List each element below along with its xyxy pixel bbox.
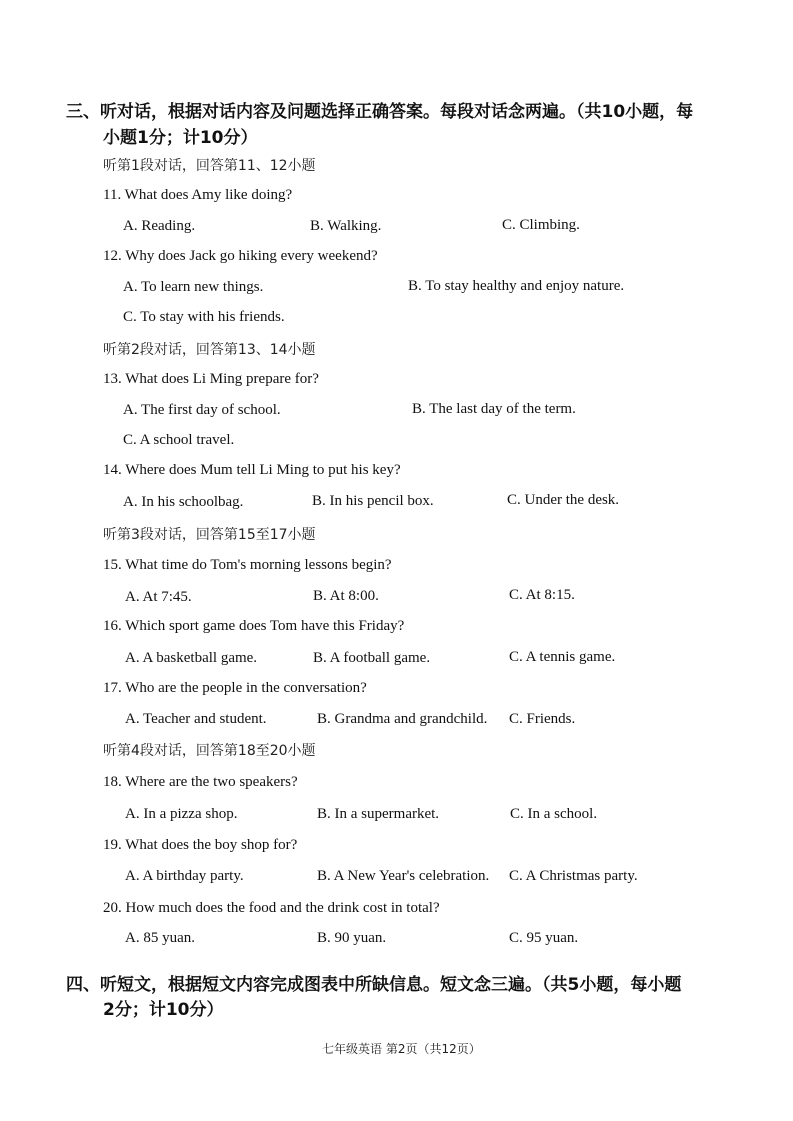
group-3-label: 听第3段对话，回答第15至17小题 bbox=[103, 527, 316, 543]
q12-option-a: A. To learn new things. bbox=[123, 279, 264, 295]
q18-option-b: B. In a supermarket. bbox=[317, 806, 440, 822]
group-2-label: 听第2段对话，回答第13、14小题 bbox=[103, 342, 316, 358]
q13-option-a: A. The first day of school. bbox=[123, 402, 281, 418]
q19-option-c: C. A Christmas party. bbox=[509, 868, 638, 884]
q14-option-a: A. In his schoolbag. bbox=[123, 494, 244, 510]
q20-option-a: A. 85 yuan. bbox=[125, 930, 195, 946]
question-16: 16. Which sport game does Tom have this Friday? bbox=[103, 618, 405, 634]
q12-option-b: B. To stay healthy and enjoy nature. bbox=[408, 278, 625, 294]
q17-option-a: A. Teacher and student. bbox=[125, 711, 267, 727]
section4-title-line1: 四、听短文，根据短文内容完成图表中所缺信息。短文念三遍。（共5小题，每小题 bbox=[66, 975, 682, 995]
q17-option-b: B. Grandma and grandchild. bbox=[317, 711, 488, 727]
q14-option-c: C. Under the desk. bbox=[507, 492, 620, 508]
question-12: 12. Why does Jack go hiking every weekend? bbox=[103, 248, 378, 264]
q16-option-a: A. A basketball game. bbox=[125, 650, 258, 666]
q15-option-c: C. At 8:15. bbox=[509, 587, 575, 603]
question-19: 19. What does the boy shop for? bbox=[103, 837, 298, 853]
q15-option-a: A. At 7:45. bbox=[125, 589, 192, 605]
section3-title-line2: 小题1分；计10分） bbox=[103, 128, 258, 148]
q19-option-a: A. A birthday party. bbox=[125, 868, 244, 884]
question-13: 13. What does Li Ming prepare for? bbox=[103, 371, 319, 387]
q13-option-b: B. The last day of the term. bbox=[412, 401, 576, 417]
question-15: 15. What time do Tom's morning lessons begin? bbox=[103, 557, 392, 573]
question-20: 20. How much does the food and the drink cost in total? bbox=[103, 900, 440, 916]
q18-option-a: A. In a pizza shop. bbox=[125, 806, 238, 822]
q20-option-c: C. 95 yuan. bbox=[509, 930, 579, 946]
question-17: 17. Who are the people in the conversation? bbox=[103, 680, 367, 696]
q17-option-c: C. Friends. bbox=[509, 711, 576, 727]
question-18: 18. Where are the two speakers? bbox=[103, 774, 298, 790]
q13-option-c: C. A school travel. bbox=[123, 432, 235, 448]
q15-option-b: B. At 8:00. bbox=[313, 588, 379, 604]
q19-option-b: B. A New Year's celebration. bbox=[317, 868, 490, 884]
page-footer: 七年级英语 第2页（共12页） bbox=[322, 1042, 481, 1056]
q11-option-b: B. Walking. bbox=[310, 218, 382, 234]
q12-option-c: C. To stay with his friends. bbox=[123, 309, 285, 325]
question-14: 14. Where does Mum tell Li Ming to put his key? bbox=[103, 462, 401, 478]
q16-option-b: B. A football game. bbox=[313, 650, 431, 666]
group-4-label: 听第4段对话，回答第18至20小题 bbox=[103, 743, 316, 759]
q11-option-c: C. Climbing. bbox=[502, 217, 580, 233]
q20-option-b: B. 90 yuan. bbox=[317, 930, 387, 946]
section3-title-line1: 三、听对话，根据对话内容及问题选择正确答案。每段对话念两遍。（共10小题，每 bbox=[66, 102, 694, 122]
q18-option-c: C. In a school. bbox=[510, 806, 598, 822]
q14-option-b: B. In his pencil box. bbox=[312, 493, 434, 509]
group-1-label: 听第1段对话，回答第11、12小题 bbox=[103, 158, 316, 174]
section4-title-line2: 2分；计10分） bbox=[103, 1000, 224, 1020]
question-11: 11. What does Amy like doing? bbox=[103, 187, 293, 203]
q16-option-c: C. A tennis game. bbox=[509, 649, 616, 665]
q11-option-a: A. Reading. bbox=[123, 218, 196, 234]
